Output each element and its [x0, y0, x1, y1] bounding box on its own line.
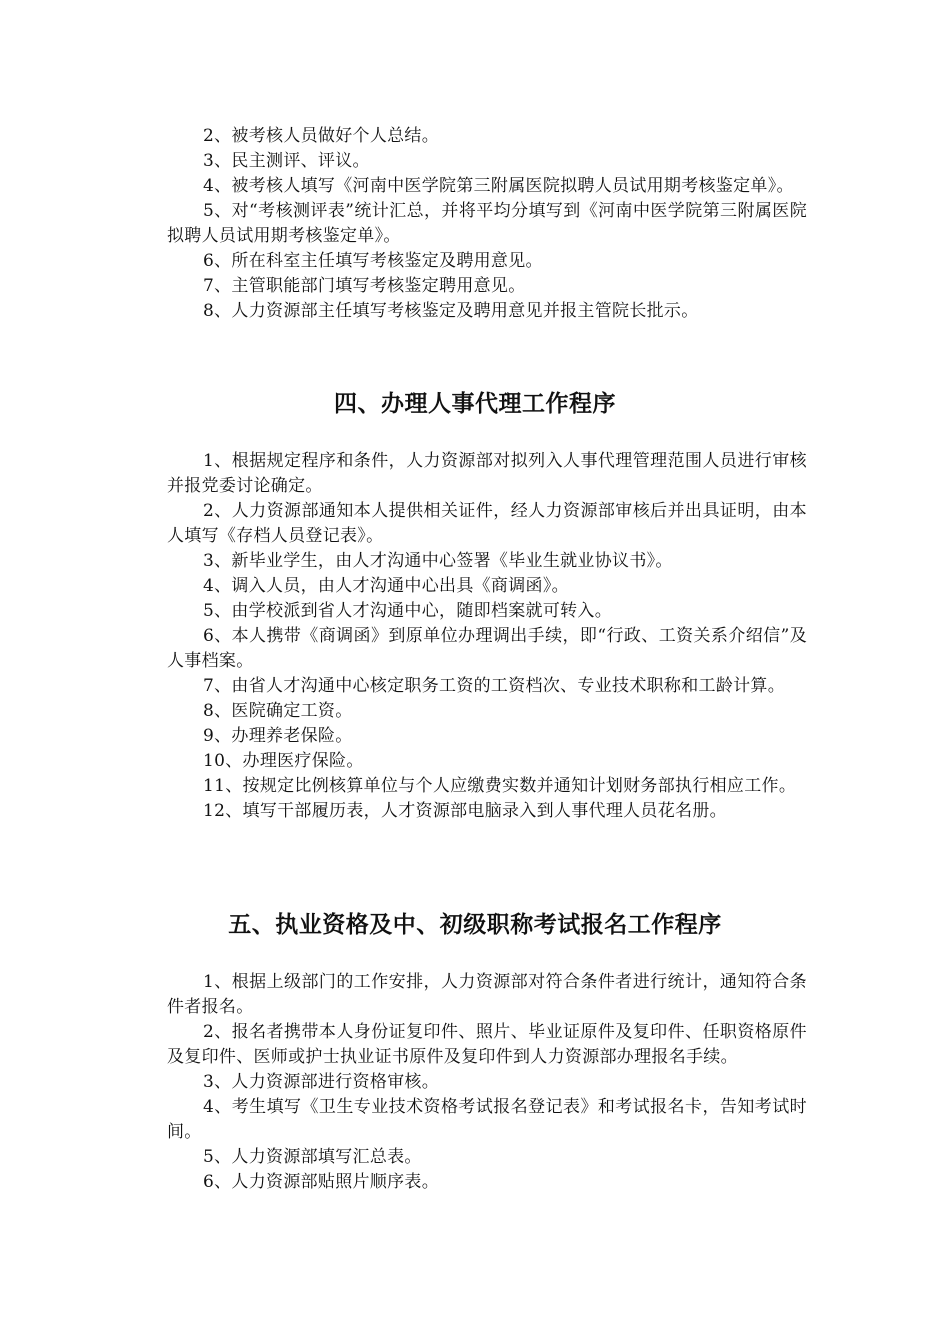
section4-item-10: 10、办理医疗保险。	[203, 751, 364, 771]
section4-item-6: 6、本人携带《商调函》到原单位办理调出手续，即“行政、工资关系介绍信”及人事档案。	[167, 626, 807, 671]
section5-item-1: 1、根据上级部门的工作安排，人力资源部对符合条件者进行统计，通知符合条件者报名。	[167, 972, 807, 1017]
section4-item-5: 5、由学校派到省人才沟通中心，随即档案就可转入。	[203, 601, 613, 621]
section3-list	[167, 124, 807, 324]
section3-item-7: 7、主管职能部门填写考核鉴定聘用意见。	[203, 276, 526, 296]
section3-item-2: 2、被考核人员做好个人总结。	[203, 126, 440, 146]
section4-item-3: 3、新毕业学生，由人才沟通中心签署《毕业生就业协议书》。	[203, 551, 673, 571]
section4-item-2: 2、人力资源部通知本人提供相关证件，经人力资源部审核后并出具证明，由本人填写《存档人员登记表》。	[167, 501, 807, 546]
section4-item-8: 8、医院确定工资。	[203, 701, 353, 721]
section4-list	[167, 449, 807, 824]
section5-item-4: 4、考生填写《卫生专业技术资格考试报名登记表》和考试报名卡，告知考试时间。	[167, 1097, 807, 1142]
section3-item-5: 5、对“考核测评表”统计汇总，并将平均分填写到《河南中医学院第三附属医院拟聘人员试用期考核鉴定单》。	[167, 201, 807, 246]
section4-title: 四、办理人事代理工作程序	[334, 391, 616, 417]
section5-list	[167, 970, 807, 1195]
section3-item-6: 6、所在科室主任填写考核鉴定及聘用意见。	[203, 251, 543, 271]
section5-item-3: 3、人力资源部进行资格审核。	[203, 1072, 440, 1092]
section4-item-11: 11、按规定比例核算单位与个人应缴费实数并通知计划财务部执行相应工作。	[203, 776, 797, 796]
section3-item-8: 8、人力资源部主任填写考核鉴定及聘用意见并报主管院长批示。	[203, 301, 699, 321]
section5-title: 五、执业资格及中、初级职称考试报名工作程序	[228, 912, 722, 938]
section4-item-7: 7、由省人才沟通中心核定职务工资的工资档次、专业技术职称和工龄计算。	[203, 676, 786, 696]
section3-item-4: 4、被考核人填写《河南中医学院第三附属医院拟聘人员试用期考核鉴定单》。	[203, 176, 794, 196]
section4-item-12: 12、填写干部履历表，人才资源部电脑录入到人事代理人员花名册。	[203, 801, 727, 821]
section4-item-4: 4、调入人员，由人才沟通中心出具《商调函》。	[203, 576, 569, 596]
section5-item-6: 6、人力资源部贴照片顺序表。	[203, 1172, 440, 1192]
section5-item-5: 5、人力资源部填写汇总表。	[203, 1147, 422, 1167]
section5-item-2: 2、报名者携带本人身份证复印件、照片、毕业证原件及复印件、任职资格原件及复印件、医师或护士执业证书原件及复印件到人力资源部办理报名手续。	[167, 1022, 807, 1067]
section4-item-9: 9、办理养老保险。	[203, 726, 353, 746]
section3-item-3: 3、民主测评、评议。	[203, 151, 370, 171]
section4-item-1: 1、根据规定程序和条件，人力资源部对拟列入人事代理管理范围人员进行审核并报党委讨论确定。	[167, 451, 807, 496]
